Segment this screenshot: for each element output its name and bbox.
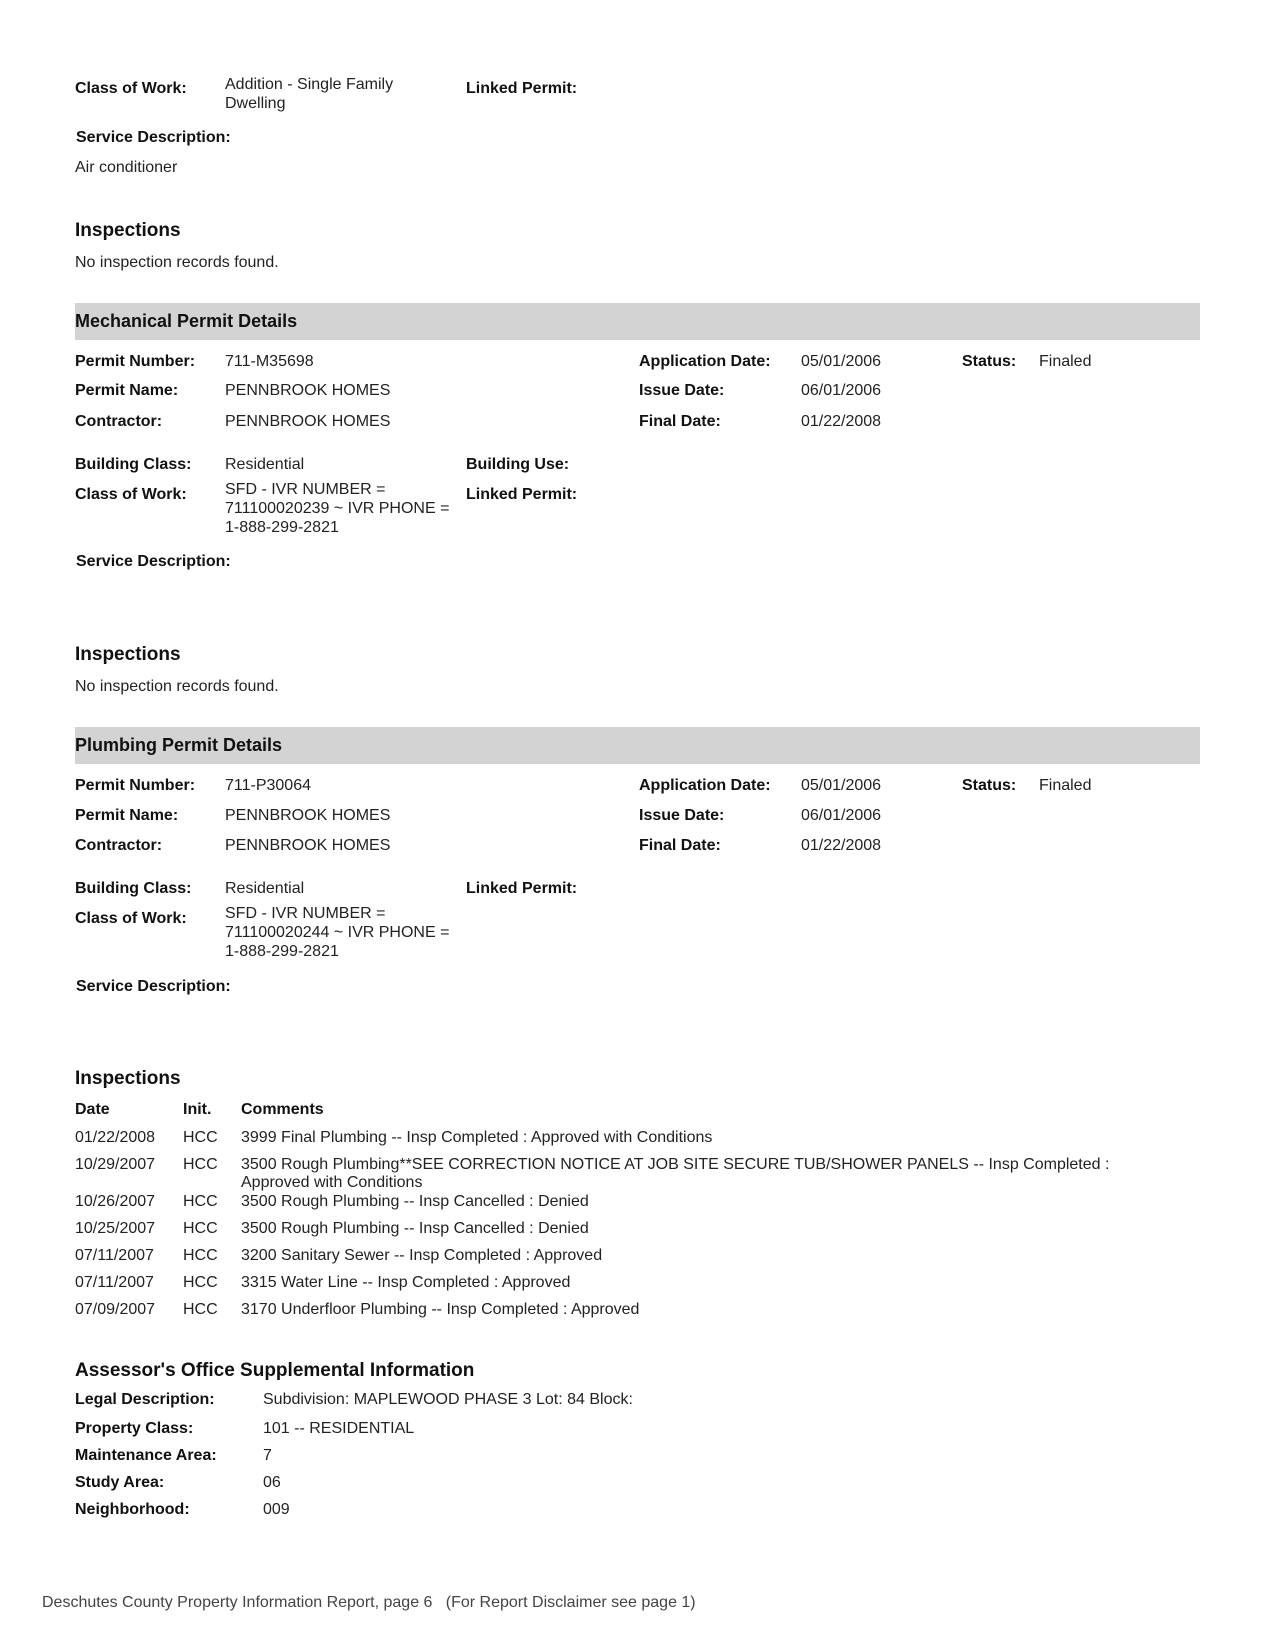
neighborhood-value: 009: [263, 1501, 290, 1518]
class-of-work-label: Class of Work:: [75, 910, 187, 927]
row-date: 01/22/2008: [75, 1129, 156, 1146]
row-comment: 3500 Rough Plumbing -- Insp Cancelled : Denied: [241, 1193, 589, 1210]
building-class-value: Residential: [225, 880, 305, 897]
service-description-value: Air conditioner: [75, 159, 178, 176]
final-date-value: 01/22/2008: [801, 837, 882, 854]
inspections-header-init: Init.: [183, 1101, 212, 1118]
building-class-value: Residential: [225, 456, 305, 473]
status-value: Finaled: [1039, 777, 1092, 794]
permit-number-value: 711-P30064: [225, 777, 311, 794]
assessor-heading: Assessor's Office Supplemental Information: [75, 1360, 475, 1381]
row-date: 10/26/2007: [75, 1193, 156, 1210]
application-date-value: 05/01/2006: [801, 353, 882, 370]
inspections-header-comments: Comments: [241, 1101, 324, 1118]
status-value: Finaled: [1039, 353, 1092, 370]
plumbing-section-header: [75, 727, 1200, 764]
permit-number-value: 711-M35698: [225, 353, 314, 370]
issue-date-label: Issue Date:: [639, 382, 725, 399]
row-comment: 3500 Rough Plumbing**SEE CORRECTION NOTICE AT JOB SITE SECURE TUB/SHOWER PANELS -- Insp Completed : Approved with Conditions: [241, 1156, 1110, 1191]
application-date-label: Application Date:: [639, 353, 771, 370]
contractor-value: PENNBROOK HOMES: [225, 413, 391, 430]
class-of-work-label: Class of Work:: [75, 80, 187, 97]
row-init: HCC: [183, 1274, 218, 1291]
issue-date-label: Issue Date:: [639, 807, 725, 824]
linked-permit-label: Linked Permit:: [466, 880, 578, 897]
page-footer: Deschutes County Property Information Report, page 6 (For Report Disclaimer see page 1): [42, 1594, 696, 1611]
legal-description-label: Legal Description:: [75, 1391, 215, 1408]
no-inspection-records: No inspection records found.: [75, 678, 279, 695]
row-date: 10/29/2007: [75, 1156, 156, 1173]
status-label: Status:: [962, 353, 1017, 370]
linked-permit-label: Linked Permit:: [466, 80, 578, 97]
mechanical-section-title: Mechanical Permit Details: [75, 311, 298, 331]
inspections-heading: Inspections: [75, 644, 181, 665]
row-init: HCC: [183, 1301, 218, 1318]
issue-date-value: 06/01/2006: [801, 382, 882, 399]
service-description-label: Service Description:: [76, 553, 231, 570]
linked-permit-label: Linked Permit:: [466, 486, 578, 503]
plumbing-section-title: Plumbing Permit Details: [75, 735, 283, 755]
neighborhood-label: Neighborhood:: [75, 1501, 190, 1518]
permit-name-value: PENNBROOK HOMES: [225, 807, 391, 824]
contractor-label: Contractor:: [75, 837, 163, 854]
legal-description-value: Subdivision: MAPLEWOOD PHASE 3 Lot: 84 Block:: [263, 1391, 633, 1408]
service-description-label: Service Description:: [76, 978, 231, 995]
mechanical-section-header: [75, 303, 1200, 340]
row-date: 07/09/2007: [75, 1301, 156, 1318]
permit-number-label: Permit Number:: [75, 777, 196, 794]
final-date-value: 01/22/2008: [801, 413, 882, 430]
study-area-label: Study Area:: [75, 1474, 165, 1491]
building-class-label: Building Class:: [75, 456, 192, 473]
final-date-label: Final Date:: [639, 837, 721, 854]
permit-name-label: Permit Name:: [75, 807, 179, 824]
maintenance-area-value: 7: [263, 1447, 272, 1464]
row-init: HCC: [183, 1193, 218, 1210]
row-comment: 3999 Final Plumbing -- Insp Completed : Approved with Conditions: [241, 1129, 713, 1146]
permit-name-value: PENNBROOK HOMES: [225, 382, 391, 399]
class-of-work-label: Class of Work:: [75, 486, 187, 503]
permit-number-label: Permit Number:: [75, 353, 196, 370]
row-date: 07/11/2007: [75, 1247, 154, 1264]
status-label: Status:: [962, 777, 1017, 794]
permit-name-label: Permit Name:: [75, 382, 179, 399]
property-class-value: 101 -- RESIDENTIAL: [263, 1420, 415, 1437]
row-date: 07/11/2007: [75, 1274, 154, 1291]
row-init: HCC: [183, 1220, 218, 1237]
row-date: 10/25/2007: [75, 1220, 156, 1237]
contractor-value: PENNBROOK HOMES: [225, 837, 391, 854]
class-of-work-value: SFD - IVR NUMBER = 711100020244 ~ IVR PHONE = 1-888-299-2821: [225, 905, 450, 960]
row-init: HCC: [183, 1156, 218, 1173]
row-init: HCC: [183, 1247, 218, 1264]
inspections-header-date: Date: [75, 1101, 110, 1118]
issue-date-value: 06/01/2006: [801, 807, 882, 824]
application-date-label: Application Date:: [639, 777, 771, 794]
row-init: HCC: [183, 1129, 218, 1146]
property-class-label: Property Class:: [75, 1420, 194, 1437]
no-inspection-records: No inspection records found.: [75, 254, 279, 271]
row-comment: 3170 Underfloor Plumbing -- Insp Completed : Approved: [241, 1301, 640, 1318]
study-area-value: 06: [263, 1474, 281, 1491]
application-date-value: 05/01/2006: [801, 777, 882, 794]
contractor-label: Contractor:: [75, 413, 163, 430]
class-of-work-value: SFD - IVR NUMBER = 711100020239 ~ IVR PHONE = 1-888-299-2821: [225, 481, 450, 536]
maintenance-area-label: Maintenance Area:: [75, 1447, 217, 1464]
final-date-label: Final Date:: [639, 413, 721, 430]
inspections-heading: Inspections: [75, 220, 181, 241]
building-class-label: Building Class:: [75, 880, 192, 897]
row-comment: 3315 Water Line -- Insp Completed : Approved: [241, 1274, 571, 1291]
inspections-heading: Inspections: [75, 1068, 181, 1089]
building-use-label: Building Use:: [466, 456, 570, 473]
class-of-work-value: Addition - Single Family Dwelling: [225, 76, 394, 112]
service-description-label: Service Description:: [76, 129, 231, 146]
row-comment: 3500 Rough Plumbing -- Insp Cancelled : Denied: [241, 1220, 589, 1237]
row-comment: 3200 Sanitary Sewer -- Insp Completed : Approved: [241, 1247, 603, 1264]
